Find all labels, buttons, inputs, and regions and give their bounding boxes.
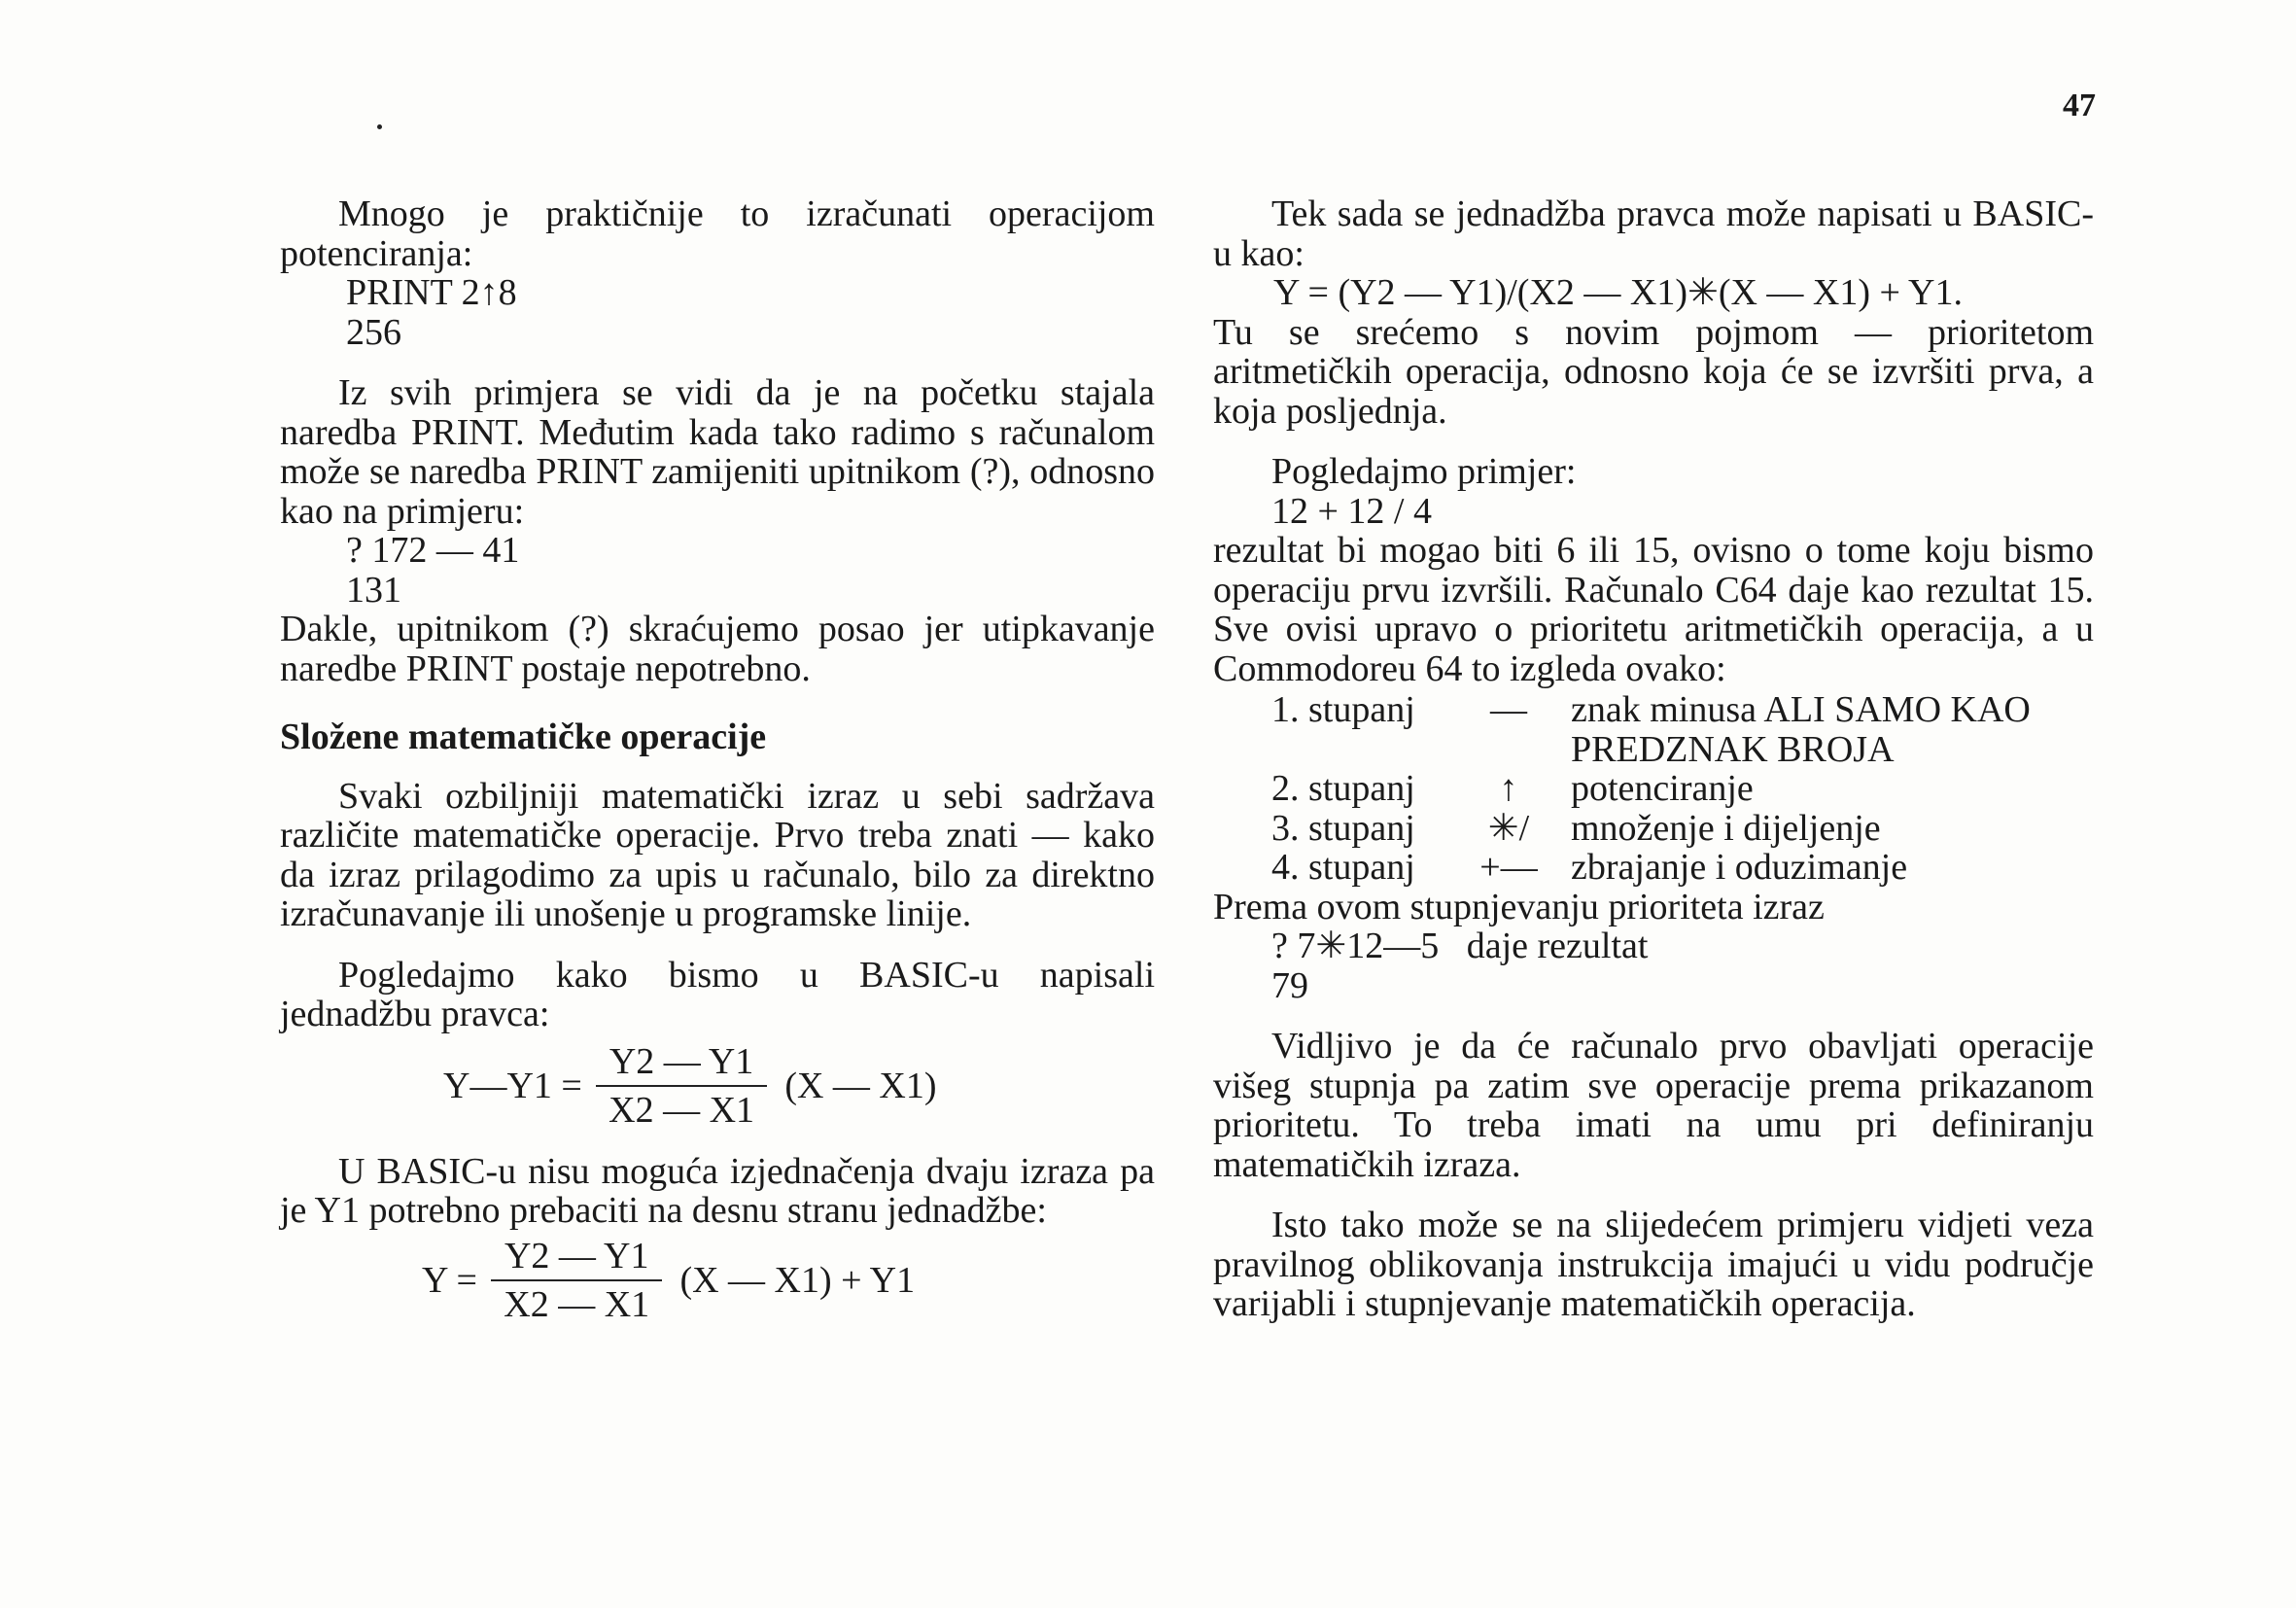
code-basic-line-equation: Y = (Y2 — Y1)/(X2 — X1)✳(X — X1) + Y1. bbox=[1273, 272, 1963, 313]
priority-symbol: — bbox=[1490, 689, 1527, 730]
priority-row bbox=[1271, 690, 2094, 769]
priority-symbol: ↑ bbox=[1499, 768, 1518, 809]
priority-symbol: ✳/ bbox=[1487, 807, 1530, 849]
priority-symbol: +— bbox=[1479, 847, 1538, 888]
left-column bbox=[280, 194, 1155, 1331]
line-equation-2 bbox=[422, 1237, 1155, 1325]
priority-row bbox=[1271, 769, 2094, 809]
code-priority-example: ? 7✳12—5 daje rezultat bbox=[1271, 926, 1649, 966]
priority-level: 1. stupanj bbox=[1271, 689, 1415, 730]
priority-description: zbrajanje i oduzimanje bbox=[1571, 847, 1908, 888]
code-output-256: 256 bbox=[346, 311, 401, 353]
priority-level: 3. stupanj bbox=[1271, 807, 1415, 849]
code-output-131: 131 bbox=[346, 569, 401, 611]
right-paragraph-3: Pogledajmo primjer: bbox=[1271, 451, 1577, 492]
equation-2-denominator: X2 — X1 bbox=[504, 1284, 650, 1325]
page-number: 47 bbox=[2063, 87, 2096, 123]
priority-description: potenciranje bbox=[1571, 768, 1754, 809]
equation-1-numerator: Y2 — Y1 bbox=[596, 1042, 767, 1088]
priority-description: znak minusa ALI SAMO KAO PREDZNAK BROJA bbox=[1571, 689, 2031, 770]
left-paragraph-6: U BASIC-u nisu moguća izjednačenja dvaju izraza pa je Y1 potrebno prebaciti na desnu stranu jednadžbe: bbox=[280, 1150, 1155, 1231]
code-example-expression: 12 + 12 / 4 bbox=[1271, 490, 1432, 532]
right-column bbox=[1213, 194, 2094, 1324]
print-speck bbox=[377, 124, 382, 129]
equation-2-lhs: Y = bbox=[422, 1259, 477, 1301]
code-print-power: PRINT 2↑8 bbox=[346, 272, 517, 313]
left-paragraph-1: Mnogo je praktičnije to izračunati operacijom potenciranja: bbox=[280, 193, 1155, 274]
code-output-79: 79 bbox=[1271, 964, 1308, 1006]
right-paragraph-6: Vidljivo je da će računalo prvo obavljati operacije višeg stupnja pa zatim sve operacije prema prikazanom prioritetu. To treba imati na umu pri definiranju matematičkih izraza. bbox=[1213, 1026, 2094, 1185]
code-question-subtract: ? 172 — 41 bbox=[346, 530, 520, 571]
left-paragraph-4: Svaki ozbiljniji matematički izraz u sebi sadržava različite matematičke operacije. Prvo treba znati — kako da izraz prilagodimo za upis u računalo, bilo za direktno izračunavanje ili unošenje u programske linije. bbox=[280, 775, 1155, 934]
left-paragraph-2: Iz svih primjera se vidi da je na početku stajala naredba PRINT. Međutim kada tako radimo s računalom može se naredba PRINT zamijeniti upitnikom (?), odnosno kao na primjeru: bbox=[280, 372, 1155, 532]
priority-row bbox=[1271, 809, 2094, 849]
priority-description: množenje i dijeljenje bbox=[1571, 807, 1881, 849]
equation-1-fraction bbox=[596, 1042, 767, 1131]
equation-1-rhs: (X — X1) bbox=[784, 1065, 937, 1106]
right-paragraph-1: Tek sada se jednadžba pravca može napisati u BASIC-u kao: bbox=[1213, 193, 2094, 274]
equation-1-lhs: Y—Y1 = bbox=[443, 1065, 582, 1106]
priority-level: 4. stupanj bbox=[1271, 847, 1415, 888]
right-paragraph-2: Tu se srećemo s novim pojmom — prioritetom aritmetičkih operacija, odnosno koja će se izvršiti prva, a koja posljednja. bbox=[1213, 311, 2094, 432]
equation-2-fraction bbox=[491, 1237, 662, 1325]
priority-row bbox=[1271, 848, 2094, 888]
equation-1-denominator: X2 — X1 bbox=[609, 1090, 755, 1131]
equation-2-rhs: (X — X1) + Y1 bbox=[679, 1259, 916, 1301]
priority-table bbox=[1271, 690, 2094, 888]
priority-level: 2. stupanj bbox=[1271, 768, 1415, 809]
right-paragraph-5: Prema ovom stupnjevanju prioriteta izraz bbox=[1213, 886, 1825, 927]
equation-2-numerator: Y2 — Y1 bbox=[491, 1237, 662, 1282]
left-paragraph-5: Pogledajmo kako bismo u BASIC-u napisali jednadžbu pravca: bbox=[280, 954, 1155, 1034]
left-paragraph-3: Dakle, upitnikom (?) skraćujemo posao jer utipkavanje naredbe PRINT postaje nepotrebno. bbox=[280, 609, 1155, 689]
right-paragraph-7: Isto tako može se na slijedećem primjeru vidjeti veza pravilnog oblikovanja instrukcija imajući u vidu područje varijabli i stupnjevanje matematičkih operacija. bbox=[1213, 1205, 2094, 1324]
line-equation-1 bbox=[443, 1042, 1155, 1131]
section-heading: Složene matematičke operacije bbox=[280, 717, 767, 757]
right-paragraph-4: rezultat bi mogao biti 6 ili 15, ovisno o tome koju bismo operaciju prvu izvršili. Računalo C64 daje kao rezultat 15. Sve ovisi upravo o prioritetu aritmetičkih operacija, a u Commodoreu 64 to izgleda ovako: bbox=[1213, 530, 2094, 689]
